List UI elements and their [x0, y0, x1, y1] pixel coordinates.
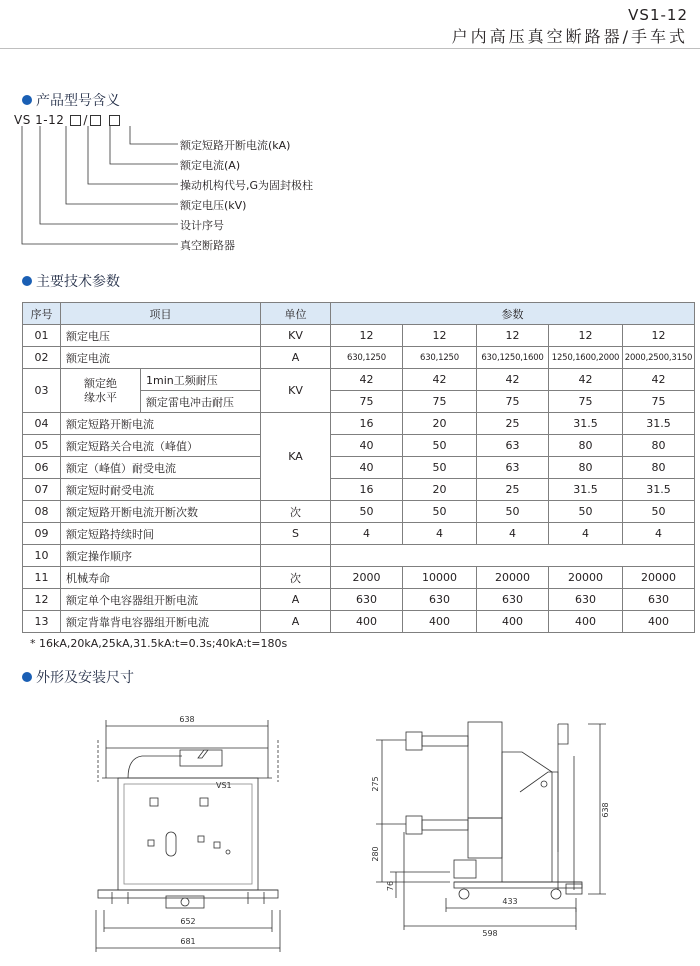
meaning-vacuum-breaker: 真空断路器	[180, 239, 235, 252]
row-item-line1: 额定绝	[84, 376, 117, 390]
row-no: 02	[23, 347, 61, 369]
row-item: 额定短路持续时间	[61, 523, 261, 545]
row-unit: KV	[261, 369, 331, 413]
model-prefix: VS 1-12	[14, 113, 65, 127]
dim-side-433: 433	[502, 897, 518, 906]
row-no: 10	[23, 545, 61, 567]
table-header-row	[23, 303, 695, 325]
row-item: 额定操作顺序	[61, 545, 261, 567]
table-row	[23, 589, 695, 611]
row-unit: 次	[261, 567, 331, 589]
header-params: 参数	[331, 303, 695, 325]
cell: 16	[331, 479, 403, 501]
cell: 31.5	[549, 413, 623, 435]
cell: 10000	[403, 567, 477, 589]
cell: 630,1250	[403, 347, 477, 369]
cell: 4	[623, 523, 695, 545]
row-no: 04	[23, 413, 61, 435]
cell: 12	[623, 325, 695, 347]
cell: 75	[331, 391, 403, 413]
cell: 42	[549, 369, 623, 391]
dim-side-280: 280	[371, 846, 380, 862]
cell: 75	[623, 391, 695, 413]
table-row	[23, 325, 695, 347]
cell: 630,1250	[331, 347, 403, 369]
row-item: 额定短时耐受电流	[61, 479, 261, 501]
cell: 20000	[549, 567, 623, 589]
meaning-breaking-current: 额定短路开断电流(kA)	[180, 139, 291, 152]
cell: 50	[403, 435, 477, 457]
cell: 50	[331, 501, 403, 523]
dim-side-76: 76	[386, 880, 395, 892]
cell: 80	[549, 457, 623, 479]
cell: 12	[477, 325, 549, 347]
model-leader-lines	[0, 120, 180, 250]
dim-front-652: 652	[180, 917, 196, 926]
side-view-drawing	[360, 712, 620, 942]
row-unit: KA	[261, 413, 331, 501]
dim-side-598: 598	[482, 929, 498, 938]
section-title: 主要技术参数	[36, 274, 120, 290]
header-unit: 单位	[261, 303, 331, 325]
row-unit: A	[261, 611, 331, 633]
cell: 4	[549, 523, 623, 545]
dim-side-638: 638	[601, 802, 610, 818]
cell: 2000,2500,3150	[623, 347, 695, 369]
bullet-icon	[22, 672, 32, 682]
header-subtitle: 户内高压真空断路器/手车式	[451, 27, 688, 46]
cell: 31.5	[549, 479, 623, 501]
cell: 16	[331, 413, 403, 435]
row-item: 额定（峰值）耐受电流	[61, 457, 261, 479]
cell: 31.5	[623, 413, 695, 435]
cell: 75	[549, 391, 623, 413]
cell: 630	[477, 589, 549, 611]
row-no: 07	[23, 479, 61, 501]
cell: 31.5	[623, 479, 695, 501]
row-subitem: 1min工频耐压	[141, 369, 261, 391]
header-divider	[0, 48, 700, 49]
section-dimensions	[22, 667, 134, 687]
row-no: 11	[23, 567, 61, 589]
meaning-mechanism: 操动机构代号,G为固封极柱	[180, 179, 314, 192]
table-row	[23, 523, 695, 545]
dim-side-275: 275	[371, 776, 380, 792]
cell: 50	[623, 501, 695, 523]
cell: 50	[403, 501, 477, 523]
row-no: 03	[23, 369, 61, 413]
table-note: * 16kA,20kA,25kA,31.5kA:t=0.3s;40kA:t=180s	[30, 637, 288, 650]
cell: 50	[403, 457, 477, 479]
row-unit	[261, 545, 331, 567]
cell	[331, 545, 695, 567]
table-row	[23, 347, 695, 369]
table-row	[23, 501, 695, 523]
cell: 63	[477, 435, 549, 457]
row-no: 05	[23, 435, 61, 457]
row-item: 额定单个电容器组开断电流	[61, 589, 261, 611]
cell: 75	[477, 391, 549, 413]
cell: 75	[403, 391, 477, 413]
row-unit: 次	[261, 501, 331, 523]
row-no: 12	[23, 589, 61, 611]
cell: 12	[549, 325, 623, 347]
header-model: VS1-12	[628, 6, 688, 24]
cell: 630,1250,1600	[477, 347, 549, 369]
cell: 4	[477, 523, 549, 545]
cell: 400	[331, 611, 403, 633]
row-item	[61, 369, 141, 413]
cell: 630	[403, 589, 477, 611]
cell: 80	[623, 457, 695, 479]
row-no: 09	[23, 523, 61, 545]
table-row	[23, 435, 695, 457]
row-unit: KV	[261, 325, 331, 347]
cell: 25	[477, 479, 549, 501]
cell: 1250,1600,2000	[549, 347, 623, 369]
cell: 400	[477, 611, 549, 633]
row-no: 13	[23, 611, 61, 633]
section-model-meaning	[22, 90, 120, 110]
table-row	[23, 611, 695, 633]
cell: 42	[403, 369, 477, 391]
cell: 2000	[331, 567, 403, 589]
row-subitem: 额定雷电冲击耐压	[141, 391, 261, 413]
row-no: 08	[23, 501, 61, 523]
spec-table	[22, 302, 695, 633]
cell: 4	[331, 523, 403, 545]
table-row	[23, 369, 695, 391]
cell: 25	[477, 413, 549, 435]
row-no: 06	[23, 457, 61, 479]
cell: 80	[549, 435, 623, 457]
cell: 20	[403, 413, 477, 435]
cell: 400	[403, 611, 477, 633]
bullet-icon	[22, 276, 32, 286]
cell: 20000	[623, 567, 695, 589]
model-slash: /	[83, 113, 88, 127]
cell: 40	[331, 457, 403, 479]
header-no: 序号	[23, 303, 61, 325]
cell: 50	[477, 501, 549, 523]
row-item-line2: 缘水平	[84, 390, 117, 404]
meaning-rated-voltage: 额定电压(kV)	[180, 199, 247, 212]
cell: 80	[623, 435, 695, 457]
cell: 42	[477, 369, 549, 391]
dim-front-638: 638	[179, 715, 195, 724]
cell: 42	[331, 369, 403, 391]
cell: 400	[549, 611, 623, 633]
table-row	[23, 457, 695, 479]
cell: 50	[549, 501, 623, 523]
svg-text:VS1: VS1	[216, 781, 232, 790]
row-unit: A	[261, 589, 331, 611]
bullet-icon	[22, 95, 32, 105]
cell: 630	[623, 589, 695, 611]
row-item: 机械寿命	[61, 567, 261, 589]
cell: 630	[549, 589, 623, 611]
section-title: 产品型号含义	[36, 93, 120, 109]
row-unit: S	[261, 523, 331, 545]
table-row	[23, 413, 695, 435]
cell: 4	[403, 523, 477, 545]
meaning-rated-current: 额定电流(A)	[180, 159, 241, 172]
table-row	[23, 567, 695, 589]
cell: 63	[477, 457, 549, 479]
cell: 42	[623, 369, 695, 391]
table-row	[23, 479, 695, 501]
row-item: 额定短路开断电流开断次数	[61, 501, 261, 523]
row-no: 01	[23, 325, 61, 347]
front-view-drawing	[88, 700, 288, 960]
row-item: 额定背靠背电容器组开断电流	[61, 611, 261, 633]
row-item: 额定短路开断电流	[61, 413, 261, 435]
cell: 12	[331, 325, 403, 347]
table-row	[23, 545, 695, 567]
cell: 40	[331, 435, 403, 457]
section-tech-params	[22, 271, 120, 291]
cell: 20	[403, 479, 477, 501]
section-title: 外形及安装尺寸	[36, 670, 134, 686]
cell: 630	[331, 589, 403, 611]
header-item: 项目	[61, 303, 261, 325]
dim-front-681: 681	[180, 937, 196, 946]
cell: 12	[403, 325, 477, 347]
row-item: 额定短路关合电流（峰值）	[61, 435, 261, 457]
row-item: 额定电流	[61, 347, 261, 369]
row-unit: A	[261, 347, 331, 369]
cell: 20000	[477, 567, 549, 589]
meaning-design-serial: 设计序号	[180, 219, 224, 232]
cell: 400	[623, 611, 695, 633]
row-item: 额定电压	[61, 325, 261, 347]
